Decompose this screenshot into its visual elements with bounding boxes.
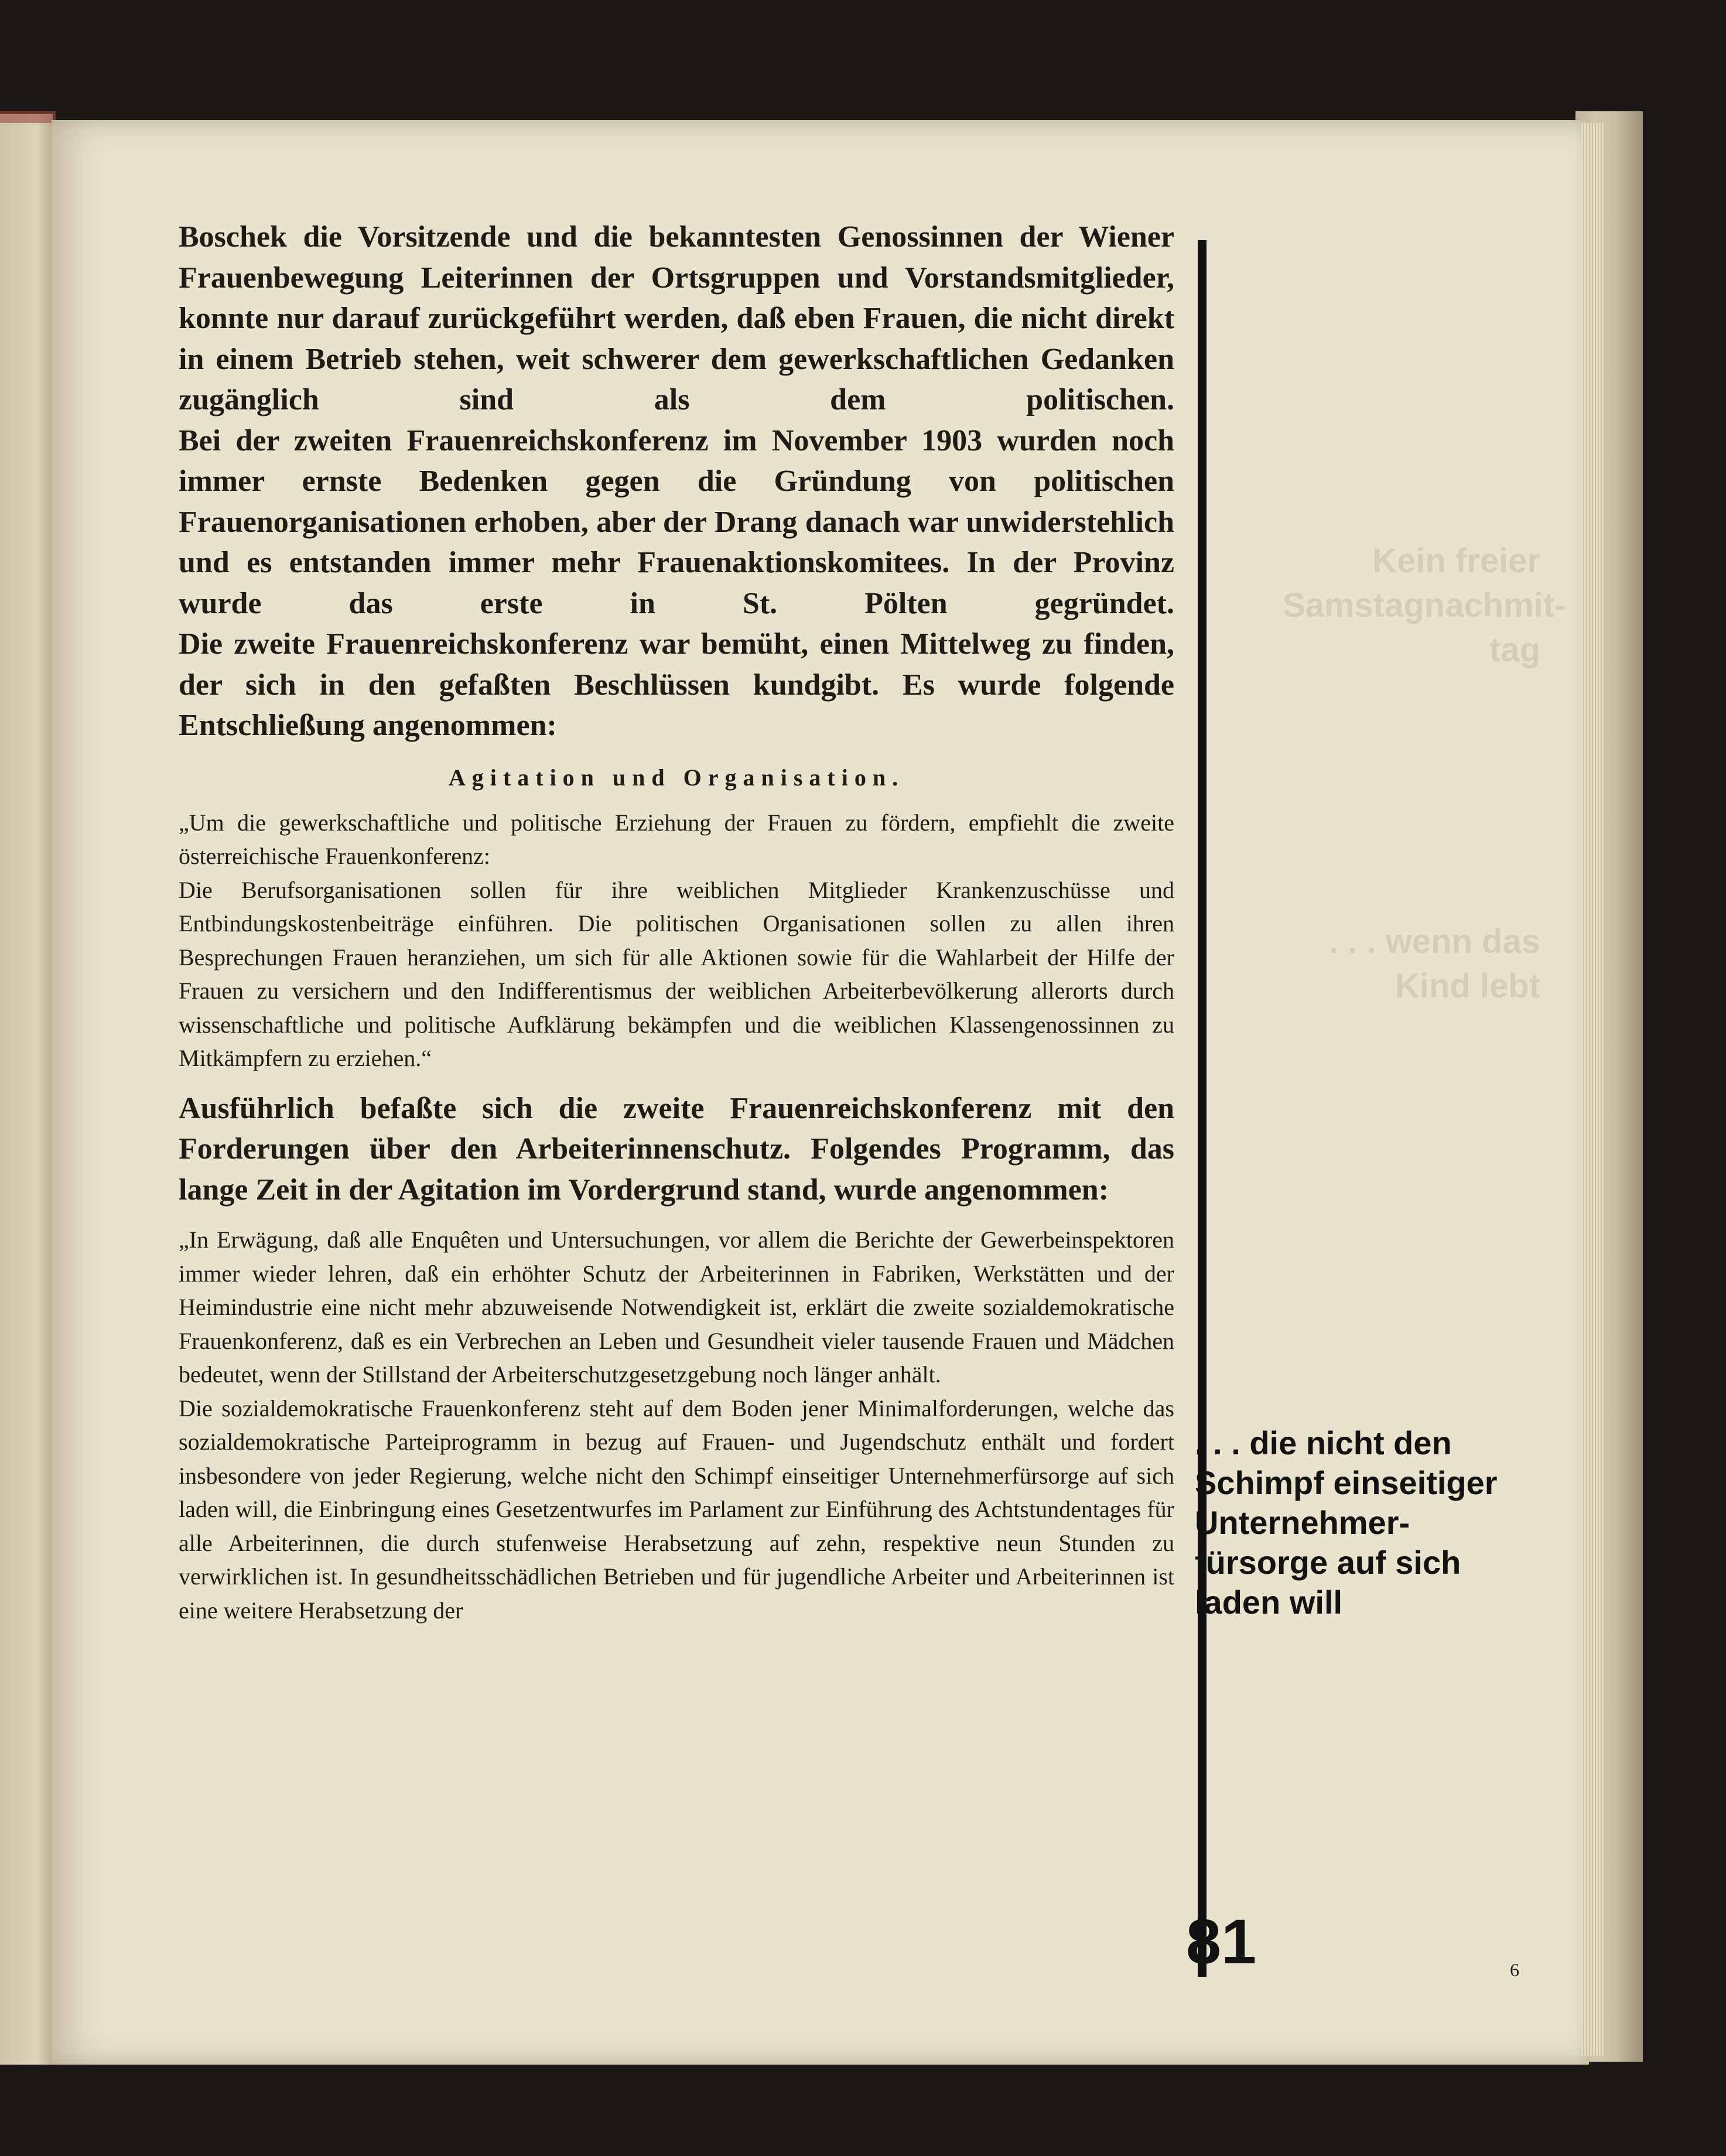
- margin-note-line: laden will: [1195, 1584, 1343, 1621]
- margin-note-line: . . . die nicht den: [1195, 1424, 1452, 1461]
- margin-note: [1195, 1423, 1570, 1622]
- page-number: 81: [1186, 1906, 1257, 1977]
- left-page-border: [0, 111, 56, 123]
- body-paragraph: Boschek die Vorsitzende und die bekanntesten Genossinnen der Wiener Frauenbewegung Leiterinnen der Ortsgruppen und Vorstandsmitglieder, konnte nur darauf zurückgeführt werden, daß eben Frauen, die nicht direkt in einem Betrieb stehen, weit schwerer dem gewerkschaftlichen Gedanken zugänglich sind als dem politischen.: [179, 220, 1174, 416]
- margin-note-line: Schimpf einseitiger: [1195, 1464, 1498, 1501]
- body-paragraph: Bei der zweiten Frauenreichskonferenz im November 1903 wurden noch immer ernste Bedenken gegen die Gründung von politischen Frauenorganisationen erhoben, aber der Drang danach war unwiderstehlich und es entstanden immer mehr Frauenaktionskomitees. In der Provinz wurde das erste in St. Pölten gegründet.: [179, 423, 1174, 620]
- resolution-paragraph: „Um die gewerkschaftliche und politische Erziehung der Frauen zu fördern, empfiehlt die zweite österreichische Frauenkonferenz:: [179, 809, 1174, 869]
- margin-note-line: fürsorge auf sich: [1195, 1544, 1461, 1581]
- margin-note-line: Unternehmer-: [1195, 1504, 1410, 1541]
- sheet-number: 6: [1510, 1959, 1519, 1980]
- main-text-column: [179, 217, 1174, 1627]
- section-heading: Agitation und Organisation.: [448, 764, 905, 791]
- left-page-edge: [0, 114, 53, 2065]
- show-through-text-2: . . . wenn das Kind lebt: [1329, 922, 1540, 1005]
- resolution-paragraph: Die Berufsorganisationen sollen für ihre weiblichen Mitglieder Krankenzuschüsse und Entbindungskostenbeiträge einführen. Die politischen Organisationen sollen zu allen ihren Besprechungen Frauen heranziehen, um sich für alle Aktionen sowie für die Wahlarbeit der Hilfe der Frauen zu versichern und den Indifferentismus der weiblichen Arbeiterbevölkerung allerorts durch wissenschaftliche und politische Aufklärung bekämpfen und die weiblichen Klassengenossinnen zu Mitkämpfern zu erziehen.“: [179, 876, 1174, 1071]
- body-paragraph: Ausführlich befaßte sich die zweite Frauenreichskonferenz mit den Forderungen über den Arbeiterinnenschutz. Folgendes Programm, das lange Zeit in der Agitation im Vordergrund stand, wurde angenommen:: [179, 1091, 1174, 1207]
- resolution-paragraph: „In Erwägung, daß alle Enquêten und Untersuchungen, vor allem die Berichte der Gewerbeinspektoren immer wieder lehren, daß ein erhöhter Schutz der Arbeiterinnen in Fabriken, Werkstätten und der Heimindustrie eine nicht mehr abzuweisende Notwendigkeit ist, erklärt die zweite sozialdemokratische Frauenkonferenz, daß es ein Verbrechen an Leben und Gesundheit vieler tausende Frauen und Mädchen bedeutet, wenn der Stillstand der Arbeiterschutzgesetzgebung noch länger anhält.: [179, 1226, 1174, 1388]
- vertical-rule: [1198, 240, 1207, 1977]
- resolution-paragraph: Die sozialdemokratische Frauenkonferenz steht auf dem Boden jener Minimalforderungen, welche das sozialdemokratische Parteiprogramm in bezug auf Frauen- und Jugendschutz enthält und fordert insbesondere von jeder Regierung, welche nicht den Schimpf einseitiger Unternehmerfürsorge auf sich laden will, die Einbringung eines Gesetzentwurfes im Parlament zur Einführung des Achtstundentages für alle Arbeiterinnen, die durch stufenweise Herabsetzung auf zehn, respektive neun Stunden zu verwirklichen ist. In gesundheitsschädlichen Betrieben und für jugendliche Arbeiter und Arbeiterinnen ist eine weitere Herabsetzung der: [179, 1395, 1174, 1624]
- show-through-text-1: Kein freier Samstagnachmit- tag: [1283, 542, 1566, 669]
- page-stack-edge: [1581, 123, 1605, 2056]
- body-paragraph: Die zweite Frauenreichskonferenz war bemüht, einen Mittelweg zu finden, der sich in den gefaßten Beschlüssen kundgibt. Es wurde folgende Entschließung angenommen:: [179, 627, 1174, 742]
